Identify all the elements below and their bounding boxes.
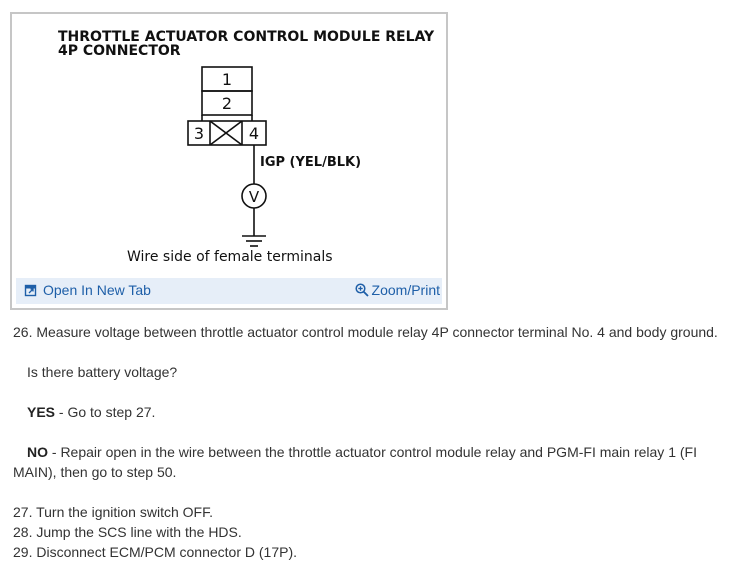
figure-frame [10,12,448,310]
no-text: - Repair open in the wire between the throttle actuator control module relay and PGM-FI main relay 1 (FI MAIN), then go to step 50. [13,444,697,480]
diagram-title-line1: THROTTLE ACTUATOR CONTROL MODULE RELAY [58,29,435,45]
terminal-3-label: 3 [193,124,205,143]
terminal-4-label: 4 [248,124,260,143]
step-26: 26. Measure voltage between throttle actuator control module relay 4P connector terminal No. 4 and body ground. [13,324,718,340]
open-in-new-tab-link[interactable] [24,282,151,298]
zoom-print-link[interactable] [355,282,440,298]
connector-diagram [16,18,442,278]
yes-label: YES [27,404,56,420]
open-new-tab-icon [24,283,38,297]
procedure-text [13,322,731,562]
figure-toolbar [16,278,442,304]
voltmeter-label: V [248,188,260,206]
yes-text: - Go to step 27. [55,404,156,420]
terminal-2-label: 2 [221,94,233,113]
diagram-caption: Wire side of female terminals [127,249,333,265]
zoom-icon [355,283,369,297]
open-in-new-tab-label: Open In New Tab [43,282,151,298]
step-27: 27. Turn the ignition switch OFF. [13,504,213,520]
terminal-1-label: 1 [221,70,233,89]
no-branch [13,442,731,482]
zoom-print-label: Zoom/Print [371,282,440,298]
step-28: 28. Jump the SCS line with the HDS. [13,524,242,540]
question-text: Is there battery voltage? [27,364,178,380]
figure-inner [16,18,442,304]
yes-branch [13,402,731,422]
step-29: 29. Disconnect ECM/PCM connector D (17P). [13,544,297,560]
diagram-title-line2: 4P CONNECTOR [58,43,181,59]
wire-label: IGP (YEL/BLK) [260,155,362,170]
no-label: NO [27,444,48,460]
